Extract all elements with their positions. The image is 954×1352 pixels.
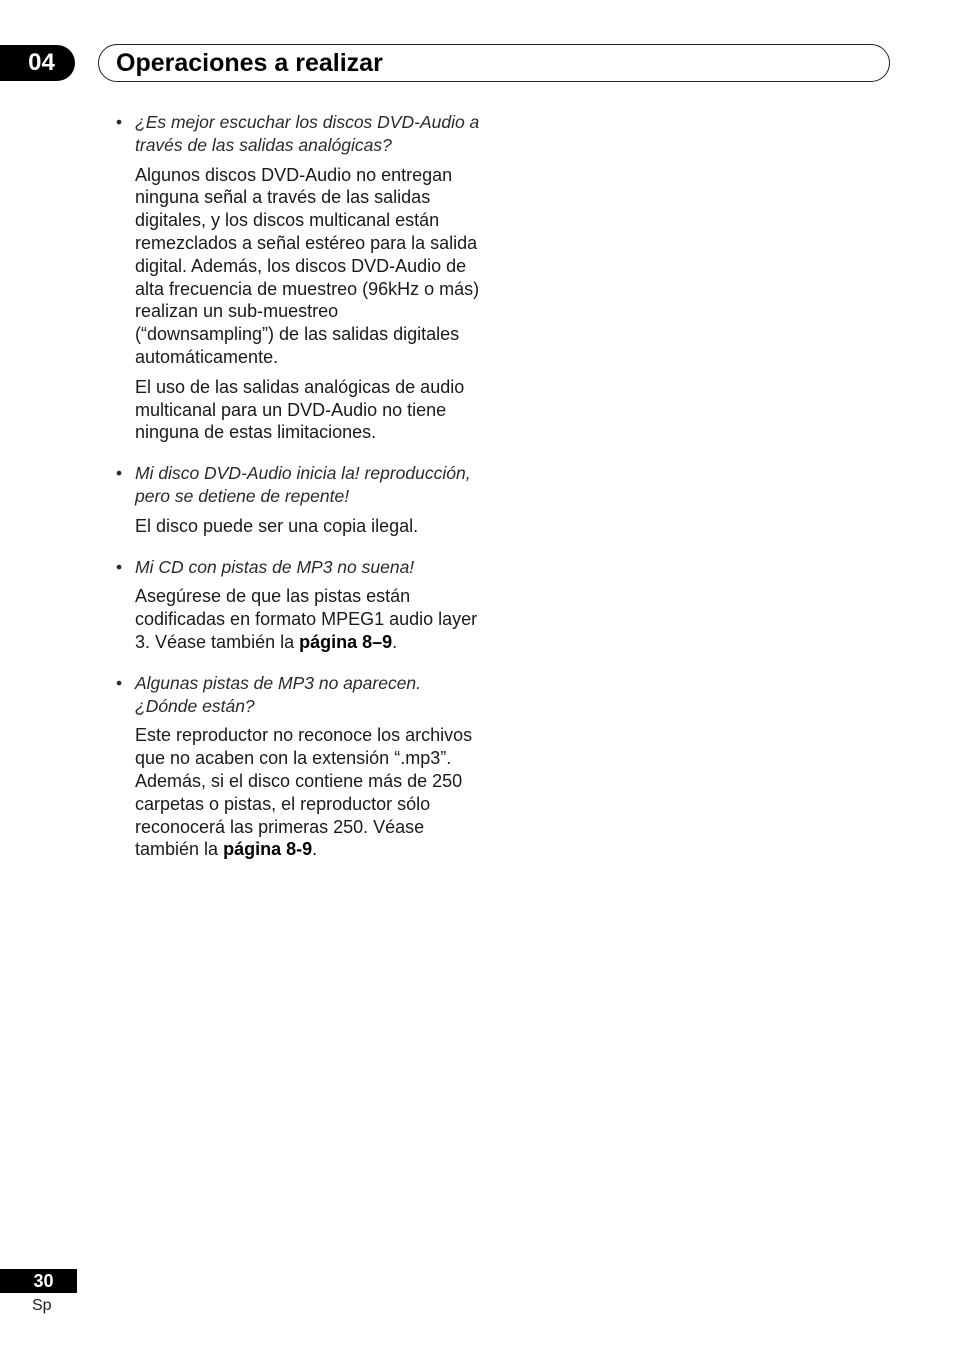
faq-answer: El uso de las salidas analógicas de audio multicanal para un DVD-Audio no tiene ninguna de estas limitaciones. xyxy=(135,376,465,443)
faq-answer: El disco puede ser una copia ilegal. xyxy=(135,515,419,536)
answer-end: . xyxy=(392,631,398,652)
faq-question xyxy=(116,111,482,157)
faq-question xyxy=(116,556,482,579)
faq-answer xyxy=(116,585,482,653)
bullet-icon: • xyxy=(116,672,123,693)
faq-answer xyxy=(116,724,482,861)
faq-item xyxy=(116,556,482,654)
question-text: Mi disco DVD-Audio inicia la! reproducción, pero se detiene de repente! xyxy=(135,463,471,506)
faq-question xyxy=(116,462,482,508)
page-reference: página 8-9 xyxy=(223,839,313,860)
question-text: ¿Es mejor escuchar los discos DVD-Audio a través de las salidas analógicas? xyxy=(135,112,480,155)
answer-text: Asegúrese de que las pistas están codificadas en formato MPEG1 audio layer 3. Véase también la xyxy=(135,586,478,652)
bullet-icon: • xyxy=(116,556,123,577)
faq-item xyxy=(116,672,482,861)
faq-column xyxy=(116,111,482,879)
answer-text: Este reproductor no reconoce los archivos que no acaben con la extensión “.mp3”. Además, si el disco contiene más de 250 carpetas o pistas, el reproductor sólo reconocerá las primeras 250. Véase también la xyxy=(135,725,473,860)
answer-end: . xyxy=(312,839,318,860)
question-text: Algunas pistas de MP3 no aparecen. ¿Dónde están? xyxy=(135,672,422,716)
faq-item xyxy=(116,462,482,537)
faq-item xyxy=(116,111,482,444)
question-text: Mi CD con pistas de MP3 no suena! xyxy=(135,556,415,577)
page-title: Operaciones a realizar xyxy=(116,49,383,77)
bullet-icon: • xyxy=(116,112,123,132)
faq-question xyxy=(116,672,482,718)
bullet-icon: • xyxy=(116,463,123,484)
chapter-number-tab: 04 xyxy=(0,45,75,81)
faq-answer: Algunos discos DVD-Audio no entregan ninguna señal a través de las salidas digitales, y los discos multicanal están remezclados a señal estéreo para la salida digital. Además, los discos DVD-Audio de alta frecuencia de muestreo (96kHz o más) realizan un sub-muestreo (“downsampling”) de las salidas digitales automáticamente. xyxy=(135,164,480,367)
page-number: 30 xyxy=(0,1269,77,1293)
page-reference: página 8–9 xyxy=(299,631,393,652)
language-code: Sp xyxy=(32,1297,52,1314)
